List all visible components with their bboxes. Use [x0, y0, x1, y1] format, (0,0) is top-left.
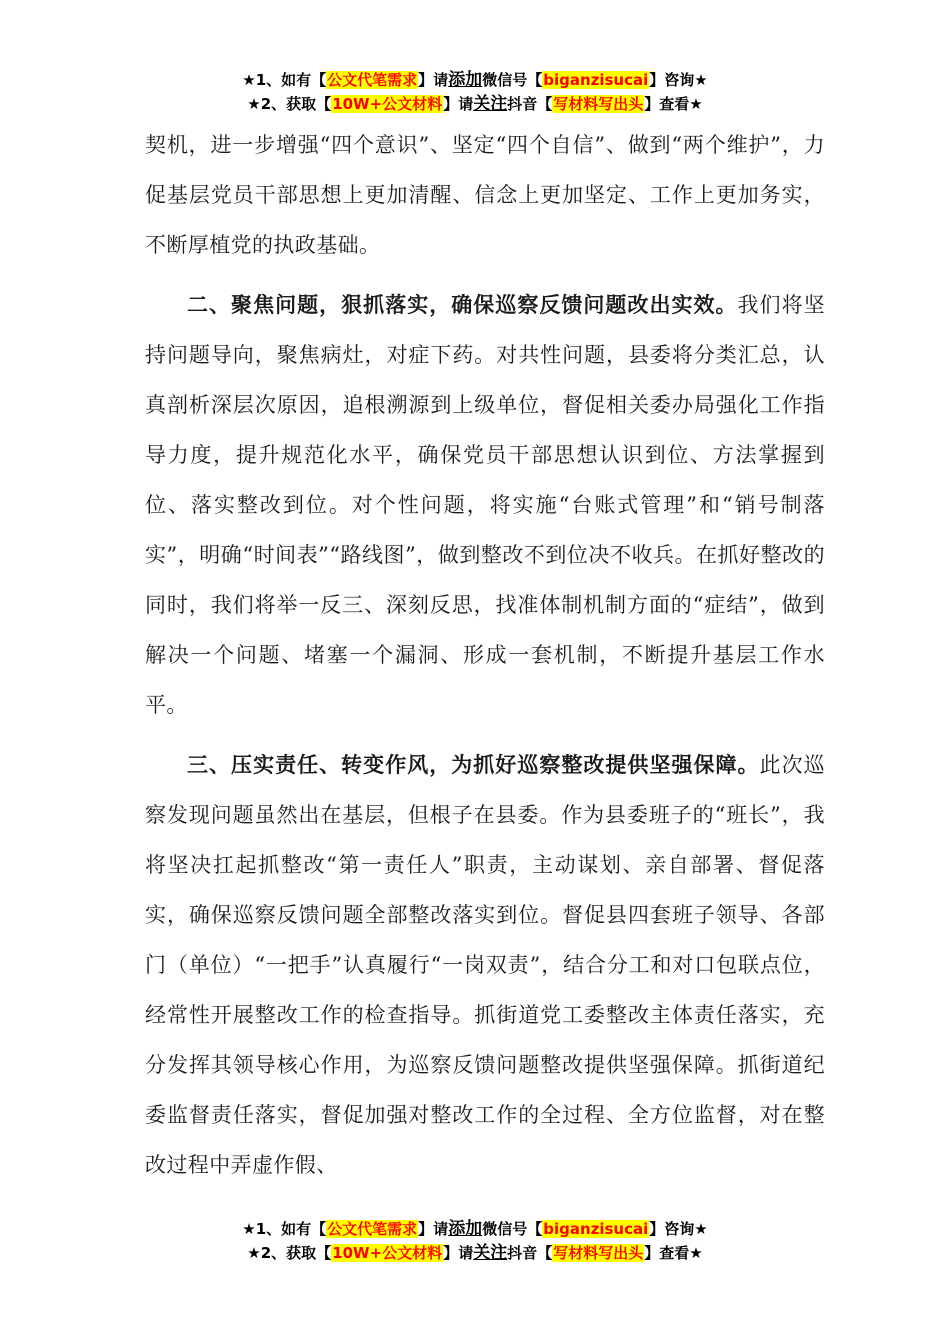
- section-heading: 二、聚焦问题，狠抓落实，确保巡察反馈问题改出实效。: [187, 292, 738, 317]
- header-banner: [0, 68, 950, 116]
- banner-line-2: [0, 92, 950, 116]
- banner-highlight: 写材料写出头: [553, 1244, 644, 1262]
- banner-text: 】咨询★: [649, 1220, 708, 1238]
- paragraph-text: 我们将坚持问题导向，聚焦病灶，对症下药。对共性问题，县委将分类汇总，认真剖析深层次原因，追根溯源到上级单位，督促相关委办局强化工作指导力度，提升规范化水平，确保党员干部思想认识到位、方法掌握到位、落实整改到位。对个性问题，将实施“台账式管理”和“销号制落实”，明确“时间表”“路线图”，做到整改不到位决不收兵。在抓好整改的同时，我们将举一反三、深刻反思，找准体制机制方面的“症结”，做到解决一个问题、堵塞一个漏洞、形成一套机制，不断提升基层工作水平。: [145, 293, 825, 717]
- paragraph-3: [145, 740, 825, 1190]
- banner-text: ★1、如有【: [242, 71, 327, 89]
- banner-underline: 添加: [448, 1219, 483, 1239]
- paragraph-1: [145, 120, 825, 270]
- banner-text: 】请: [418, 71, 449, 89]
- banner-highlight: biganzisucai: [543, 1220, 649, 1238]
- banner-text: 】请: [443, 1244, 474, 1262]
- banner-text: 抖音【: [507, 1244, 553, 1262]
- banner-text: 微信号【: [482, 71, 543, 89]
- banner-text: 抖音【: [507, 95, 553, 113]
- banner-text: ★2、获取【: [247, 1244, 332, 1262]
- banner-text: ★1、如有【: [242, 1220, 327, 1238]
- banner-text: 】咨询★: [649, 71, 708, 89]
- banner-highlight: 10W+公文材料: [332, 95, 443, 113]
- banner-text: 】请: [443, 95, 474, 113]
- banner-text: 】查看★: [644, 1244, 703, 1262]
- banner-underline: 添加: [448, 70, 483, 90]
- banner-highlight: 10W+公文材料: [332, 1244, 443, 1262]
- banner-line-2: [0, 1241, 950, 1265]
- paragraph-text: 契机，进一步增强“四个意识”、坚定“四个自信”、做到“两个维护”，力促基层党员干部思想上更加清醒、信念上更加坚定、工作上更加务实，不断厚植党的执政基础。: [145, 133, 825, 257]
- banner-text: ★2、获取【: [247, 95, 332, 113]
- banner-text: 】请: [418, 1220, 449, 1238]
- document-body: [145, 120, 825, 1190]
- banner-text: 微信号【: [482, 1220, 543, 1238]
- banner-highlight: 公文代笔需求: [327, 1220, 418, 1238]
- banner-underline: 关注: [473, 94, 508, 114]
- banner-text: 】查看★: [644, 95, 703, 113]
- banner-line-1: [0, 1217, 950, 1241]
- banner-highlight: 公文代笔需求: [327, 71, 418, 89]
- banner-highlight: biganzisucai: [543, 71, 649, 89]
- section-heading: 三、压实责任、转变作风，为抓好巡察整改提供坚强保障。: [187, 752, 760, 777]
- footer-banner: [0, 1217, 950, 1265]
- banner-underline: 关注: [473, 1243, 508, 1263]
- paragraph-text: 此次巡察发现问题虽然出在基层，但根子在县委。作为县委班子的“班长”，我将坚决扛起抓整改“第一责任人”职责，主动谋划、亲自部署、督促落实，确保巡察反馈问题全部整改落实到位。督促县四套班子领导、各部门（单位）“一把手”认真履行“一岗双责”，结合分工和对口包联点位，经常性开展整改工作的检查指导。抓街道党工委整改主体责任落实，充分发挥其领导核心作用，为巡察反馈问题整改提供坚强保障。抓街道纪委监督责任落实，督促加强对整改工作的全过程、全方位监督，对在整改过程中弄虚作假、: [145, 753, 825, 1177]
- banner-highlight: 写材料写出头: [553, 95, 644, 113]
- banner-line-1: [0, 68, 950, 92]
- paragraph-2: [145, 280, 825, 730]
